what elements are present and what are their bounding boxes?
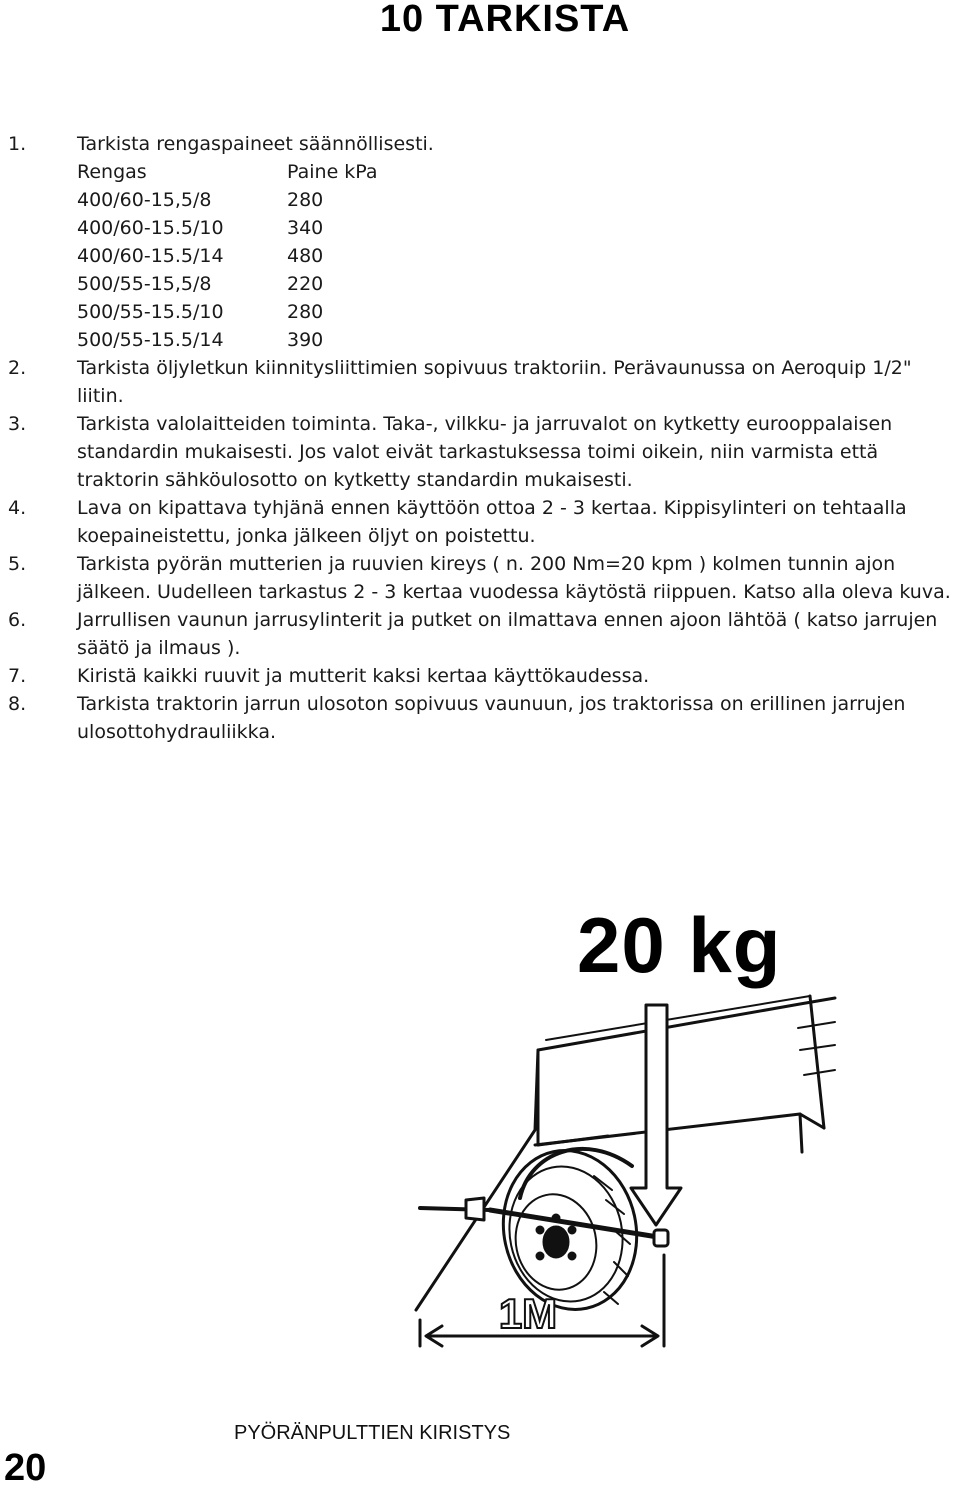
tire-pressure: 280 bbox=[287, 189, 324, 211]
item-text: Kiristä kaikki ruuvit ja mutterit kaksi kertaa käyttökaudessa. bbox=[77, 665, 650, 687]
tire-pressure: 340 bbox=[287, 217, 324, 239]
list-item bbox=[0, 690, 960, 746]
item-text: Tarkista valolaitteiden toiminta. Taka-, vilkku- ja jarruvalot on kytketty eurooppalaisen standardin mukaisesti. Jos valot eivät tarkastuksessa toimi oikein, niin varmista että traktorin sähköulosotto on kytketty standardin mukaisesti. bbox=[77, 413, 893, 491]
list-item bbox=[0, 662, 960, 690]
table-row bbox=[77, 242, 960, 270]
tire-pressure-table bbox=[77, 158, 960, 354]
item-text: Lava on kipattava tyhjänä ennen käyttöön ottoa 2 - 3 kertaa. Kippisylinteri on tehtaalla koepaineistettu, jonka jälkeen öljyt on poistettu. bbox=[77, 497, 907, 547]
table-row bbox=[77, 270, 960, 298]
tire-size: 400/60-15.5/10 bbox=[77, 217, 224, 239]
item-number: 5. bbox=[8, 553, 27, 575]
item-number: 1. bbox=[8, 133, 27, 155]
item-number: 8. bbox=[8, 693, 27, 715]
tire-pressure: 390 bbox=[287, 329, 324, 351]
tire-size: 400/60-15,5/8 bbox=[77, 189, 212, 211]
table-row bbox=[77, 186, 960, 214]
list-item bbox=[0, 354, 960, 410]
length-label: 1M bbox=[498, 1290, 558, 1337]
list-item bbox=[0, 550, 960, 606]
tire-size: 500/55-15.5/10 bbox=[77, 301, 224, 323]
tire-size: 500/55-15.5/14 bbox=[77, 329, 224, 351]
weight-label: 20 kg bbox=[577, 901, 782, 989]
table-row bbox=[77, 326, 960, 354]
tire-size: 500/55-15,5/8 bbox=[77, 273, 212, 295]
column-header-tire: Rengas bbox=[77, 161, 147, 183]
force-arrow bbox=[631, 1005, 681, 1225]
tire-size: 400/60-15.5/14 bbox=[77, 245, 224, 267]
list-item bbox=[0, 494, 960, 550]
table-row bbox=[77, 214, 960, 242]
item-number: 4. bbox=[8, 497, 27, 519]
tire-pressure: 480 bbox=[287, 245, 324, 267]
table-row bbox=[77, 298, 960, 326]
item-number: 6. bbox=[8, 609, 27, 631]
item-text: Tarkista traktorin jarrun ulosoton sopivuus vaunuun, jos traktorissa on erillinen jarrujen ulosottohydrauliikka. bbox=[77, 693, 906, 743]
tire-pressure: 280 bbox=[287, 301, 324, 323]
item-text: Tarkista rengaspaineet säännöllisesti. bbox=[77, 133, 434, 155]
trailer-body-drawing bbox=[416, 996, 835, 1310]
page-title: 10 TARKISTA bbox=[379, 0, 631, 40]
page-number: 20 bbox=[4, 1447, 47, 1489]
figure-caption: PYÖRÄNPULTTIEN KIRISTYS bbox=[234, 1422, 511, 1444]
checklist bbox=[0, 130, 960, 746]
list-item bbox=[0, 606, 960, 662]
item-text: Tarkista öljyletkun kiinnitysliittimien sopivuus traktoriin. Perävaunussa on Aeroquip 1/2" liitin. bbox=[77, 357, 912, 407]
item-text: Jarrullisen vaunun jarrusylinterit ja putket on ilmattava ennen ajoon lähtöä ( katso jarrujen säätö ja ilmaus ). bbox=[77, 609, 938, 659]
column-header-pressure: Paine kPa bbox=[287, 161, 378, 183]
item-number: 7. bbox=[8, 665, 27, 687]
table-header bbox=[77, 158, 960, 186]
item-number: 2. bbox=[8, 357, 27, 379]
tire-pressure: 220 bbox=[287, 273, 324, 295]
item-text: Tarkista pyörän mutterien ja ruuvien kireys ( n. 200 Nm=20 kpm ) kolmen tunnin ajon jälkeen. Uudelleen tarkastus 2 - 3 kertaa vuodessa käytöstä riippuen. Katso alla oleva kuva. bbox=[77, 553, 951, 603]
item-number: 3. bbox=[8, 413, 27, 435]
list-item bbox=[0, 130, 960, 354]
list-item bbox=[0, 410, 960, 494]
